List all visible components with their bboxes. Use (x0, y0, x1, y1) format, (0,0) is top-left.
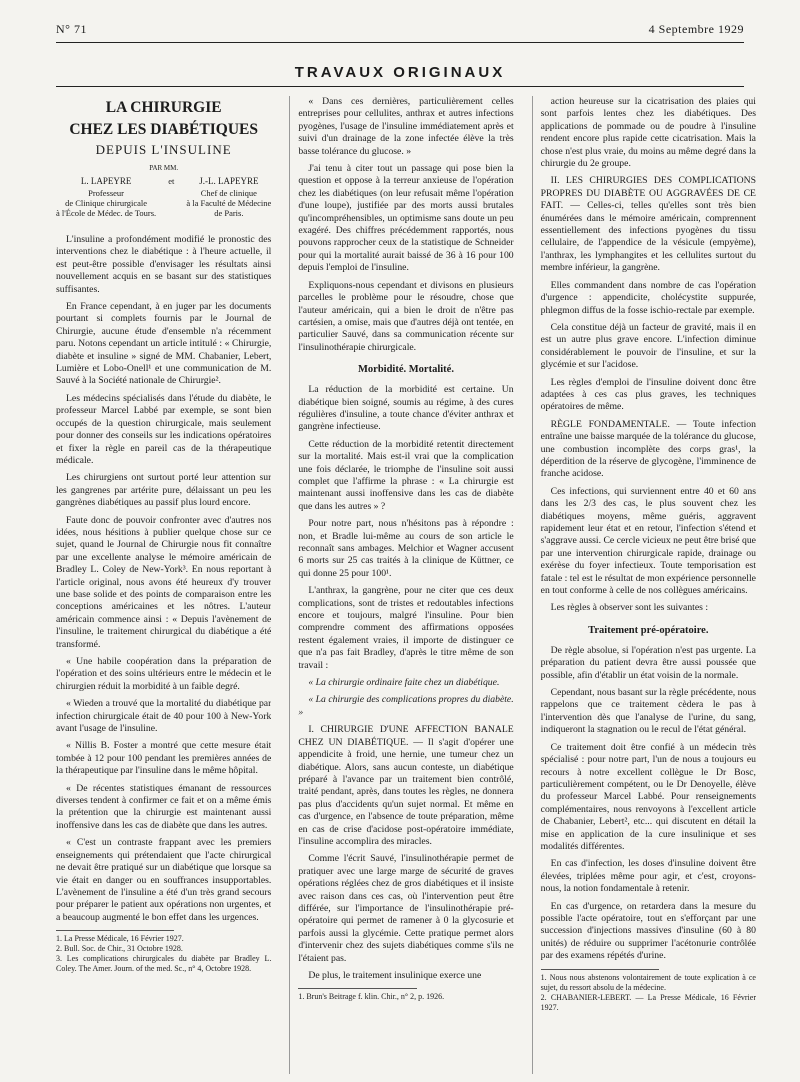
issue-date: 4 Septembre 1929 (648, 22, 744, 36)
paragraph: RÈGLE FONDAMENTALE. — Toute infection entraîne une baisse marquée de la tolérance du glucose, une combustion incomplète des corps gras¹, la déperdition de la réserve de glycogène, l'imminence de franche acidose. (540, 418, 756, 480)
paragraph: Les chirurgiens ont surtout porté leur attention sur les gangrenes par artérite pure, délaissant un peu les gangrènes diabétiques au passif plus lourd encore. (56, 472, 272, 509)
footnote: 1. Brun's Beitrage f. klin. Chir., n° 2, p. 1926. (298, 992, 445, 1002)
footnote-rule (298, 988, 416, 989)
paragraph: Faute donc de pouvoir confronter avec d'autres nos idées, nous hésitions à publier quelque chose sur ce sujet, quand le Journal de Chirurgie nous fit connaître par une excellente analyse le mémoire américain de Bradley L. Coley de New-York³. En nous reportant à l'article original, nous avons été heureux d'y trouver une base solide et des points de comparaison entre les conceptions américaines et les nôtres. L'auteur américain commence ainsi : « Depuis l'avènement de l'insuline, le traitement chirurgical du diabétique a été transformé. (56, 514, 272, 650)
author-1 (56, 176, 156, 218)
section-banner: TRAVAUX ORIGINAUX (294, 64, 506, 81)
paragraph: « Nillis B. Foster a montré que cette mesure était tombée à 12 pour 100 pendant les premières années de la thérapeutique par l'insuline dans le même hôpital. (56, 740, 272, 777)
author-1-role: Professeur (88, 188, 125, 198)
footnote-rule (56, 930, 174, 931)
author-2-name: J.-L. LAPEYRE (199, 176, 259, 186)
paragraph: Les règles d'emploi de l'insuline doivent donc être adaptées à ces cas plus graves, les techniques opératoires de même. (540, 376, 756, 413)
author-1-role: de Clinique chirurgicale (65, 198, 148, 208)
author-2 (186, 176, 271, 218)
paragraph: « Une habile coopération dans la préparation de l'opération et des soins ultérieurs entre le médecin et le chirurgien réduit la morbidité à un faible degré. (56, 656, 272, 692)
author-block (56, 176, 271, 218)
author-1-role: à l'École de Médec. de Tours. (56, 208, 157, 218)
section-heading-morbidite: Morbidité. Mortalité. (358, 364, 454, 376)
paragraph: Les règles à observer sont les suivantes : (550, 602, 709, 614)
article-subtitle: DEPUIS L'INSULINE (95, 142, 232, 157)
paragraph: Cela constitue déjà un facteur de gravité, mais il en est un autre plus grave encore. L'infection diminue considérablement le pouvoir de l'insuline, et sur la glycémie et sur l'acidose. (540, 321, 756, 371)
article-title-line-1: LA CHIRURGIE (105, 99, 222, 116)
column-3-footnotes (541, 969, 756, 1013)
running-head (56, 22, 744, 37)
paragraph: Elles commandent dans nombre de cas l'opération d'urgence : appendicite, cholécystite suppurée, phlegmon diffus de la fosse ischio-rectale par exemple. (540, 279, 756, 316)
paragraph: Ce traitement doit être confié à un médecin très spécialisé : pour notre part, l'un de nous a toujours eu recours à notre excellent collègue le Dr Bosc, particulièrement compétent, ou le Dr Denoyelle, élève du professeur Marcel Labbé. Pour renseignements complémentaires, nous renvoyons à l'excellent article de Chabanier, Lebert², etc... qui discutent en détail la mise en application de la cure insulinique et ses modalités différentes. (540, 741, 756, 852)
author-2-role: Chef de clinique (200, 188, 257, 198)
footnote: 2. CHABANIER-LEBERT. — La Presse Médicale, 16 Février 1927. (540, 992, 756, 1012)
text-columns (56, 96, 756, 1074)
paragraph: Cependant, nous basant sur la règle précédente, nous rappelons que ce traitement cèdera le pas à l'intervention dès que l'analyse de l'urine, du sang, indiqueront la stagnation ou le recul de l'état général. (540, 687, 756, 736)
paragraph: II. LES CHIRURGIES DES COMPLICATIONS PROPRES DU DIABÈTE OU AGGRAVÉES DE CE FAIT. — Celles-ci, telles qu'elles sont très bien énumérées dans le mémoire américain, comprennent essentiellement des infections pyogènes du tissu cellulaire, de l'appendice de la vésicule (empyème), l'anthrax, les lymphangites et les cellulites surtout du membre inférieur, la gangrène. (540, 175, 756, 274)
paragraph: J'ai tenu à citer tout un passage qui pose bien la question et oppose à la terreur anxieuse de l'opération chez les diabétiques (on leur refusait même l'opération d'une loupe), justifiée par des morts aussi brutales qu'incompréhensibles, un optimisme sans doute un peu exagéré. Des chiffres précédemment rapportés, nous pouvons rapprocher ceux de la statistique de Schneider pour qui la mortalité aurait baissé de 36 à 16 pour 100 depuis l'emploi de l'insuline. (298, 163, 514, 274)
paragraph: Expliquons-nous cependant et divisons en plusieurs parcelles le problème pour le résoudre, chose que l'auteur américain, qui a bien le droit de n'être pas cartésien, a omise, mais que d'autres déjà ont tentée, en particulier Sauvé, dans sa communication récente sur l'insulinothérapie chirurgicale. (298, 279, 514, 353)
banner-rule (56, 86, 744, 87)
issue-number: N° 71 (56, 22, 87, 36)
column-2-footnotes (298, 988, 513, 1002)
author-2-role: de Paris. (214, 208, 244, 218)
paragraph: Cette réduction de la morbidité retentit directement sur la mortalité. Mais est-il vrai que la complication une fois déclarée, le triomphe de l'insuline soit aussi complet que l'affirme la phrase : « La chirurgie est maintenant aussi inoffensive dans les cas de diabète que dans les autres » ? (298, 438, 514, 512)
paragraph: Les médecins spécialisés dans l'étude du diabète, le professeur Marcel Labbé par exemple, se sont bien occupés de la question chirurgicale, mais seulement pour donner des conseils sur les indications opératoires et fixer la règle en pareil cas de la thérapeutique médicale. (56, 392, 272, 466)
paragraph: action heureuse sur la cicatrisation des plaies qui sont parfois lentes chez les diabétiques. Des applications de pommade ou de poudre à l'insuline rendent encore plus rapide cette cicatrisation. Mais la chose n'est plus vraie, du moins au même degré dans la chirurgie du 2e groupe. (540, 96, 756, 170)
paragraph: De règle absolue, si l'opération n'est pas urgente. La préparation du patient devra être aussi poussée que possible, afin d'établir un état voisin de la normale. (540, 644, 756, 681)
author-1-name: L. LAPEYRE (80, 176, 132, 186)
paragraph: « De récentes statistiques émanant de ressources diverses tendent à confirmer ce fait et on a même émis la prétention que la chirurgie est maintenant aussi inoffensive dans les cas de diabète que dans les autres. (56, 782, 272, 831)
footnote: 1. La Presse Médicale, 16 Février 1927. (56, 934, 184, 944)
paragraph: L'insuline a profondément modifié le pronostic des interventions chez le diabétique : à l'heure actuelle, il est peut-être possible d'envisager les résultats ainsi nouvellement acquis en se basant sur des statistiques suffisantes. (56, 234, 272, 295)
author-conjunction: et (168, 176, 175, 186)
header-rule (56, 42, 744, 43)
column-2 (289, 96, 513, 1074)
column-3 (532, 96, 756, 1074)
footnote: 1. Nous nous abstenons volontairement de toute explication à ce sujet, du ressort absolu de la médecine. (540, 972, 756, 992)
paragraph: De plus, le traitement insulinique exerce une (308, 970, 482, 981)
paragraph: Ces infections, qui surviennent entre 40 et 60 ans dans les 2/3 des cas, le plus souvent chez les diabétiques moyens, même guéris, aggravent rapidement leur état et en retour, l'infection s'étend et s'aggrave aussi. Ce cercle vicieux ne peut être brisé que par une intervention chirurgicale rapide, drainage ou exérèse du foyer infectieux. Toute temporisation est fatale : tel est le résultat de mon expérience personnelle en tout conforme à celle de nos collègues américains. (540, 485, 756, 597)
paragraph: Pour notre part, nous n'hésitons pas à répondre : non, et Bradle lui-même au cours de son article le reconnaît sans ambages. Melchior et Wagner accusent 6 morts sur 25 cas traités à la clinique de Küttner, ce qui donne 25 pour 100¹. (298, 518, 514, 579)
section-heading-traitement: Traitement pré-opératoire. (588, 624, 709, 636)
author-2-role: à la Faculté de Médecine (186, 198, 272, 208)
column-1 (56, 96, 271, 1074)
quote-italic: « La chirurgie ordinaire faite chez un diabétique. (308, 677, 500, 689)
paragraph: En cas d'urgence, on retardera dans la mesure du possible l'acte opératoire, tout en s'efforçant par une succession d'injections massives d'insuline (60 à 80 unités) de réduire ou supprimer l'acétonurie contrôlée par des examens répétés d'urine. (540, 900, 756, 962)
paragraph: « Wieden a trouvé que la mortalité du diabétique par infection chirurgicale était de 40 pour 100 à New-York avant l'usage de l'insuline. (56, 698, 272, 735)
footnote-rule (541, 969, 659, 970)
paragraph: I. CHIRURGIE D'UNE AFFECTION BANALE CHEZ UN DIABÉTIQUE. — Il s'agit d'opérer une appendicite à froid, une hernie, une tumeur chez un diabétique. Alors, sans aucun conteste, un diabétique préparé à l'avance par un traitement bien contrôlé, traité pendant, après, dans toutes les règles, ne donnera pas plus d'accidents qu'un sujet normal. Et même en cas d'urgence, en l'absence de toute préparation, même en cas de crise d'acidose post-opératoire immédiate, l'insuline accomplira des miracles. (298, 724, 514, 847)
footnote: 2. Bull. Soc. de Chir., 31 Octobre 1928. (56, 944, 183, 954)
paragraph: En cas d'infection, les doses d'insuline doivent être élevées, triplées même pour agir, et c'est, croyons-nous, la notion fondamentale à retenir. (540, 858, 756, 895)
paragraph: « C'est un contraste frappant avec les premiers enseignements qui prétendaient que l'acte chirurgical ne devait être pratiqué sur un diabétique que lorsque sa vie était en danger ou en souffrances insupportables. L'avènement de l'insuline a été d'un très grand secours pour préparer le patient aux opérations non urgentes, et a beaucoup augmenté le bon effet dans les urgences. (56, 837, 272, 923)
paragraph: L'anthrax, la gangrène, pour ne citer que ces deux complications, sont de tristes et redoutables infections encore et toujours, malgré l'insuline. Pour bien comprendre comment des affirmations opposées restent également vraies, il importe de distinguer ce que n'a pas fait Bradley, d'après le titre même de son travail : (298, 585, 514, 671)
byline-par-mm: PAR MM. (149, 164, 179, 172)
column-1-body (56, 234, 271, 924)
paragraph: « Dans ces dernières, particulièrement celles entreprises pour cellulites, anthrax et autres infections pyogènes, l'usage de l'insuline immédiatement après et suivi d'un drainage de la zone infectée élève la très basse tolérance du glucose. » (298, 96, 514, 157)
column-1-footnotes (56, 930, 271, 974)
article-title-line-2: CHEZ LES DIABÉTIQUES (69, 121, 258, 138)
footnote: 3. Les complications chirurgicales du diabète par Bradley L. Coley. The Amer. Journ. of the med. Sc., n° 4, Octobre 1928. (56, 954, 272, 974)
paragraph: En France cependant, à en juger par les documents pourtant si complets fournis par le Journal de Chirurgie, aucune étude d'ensemble n'a récemment paru. Notons cependant un article intitulé : « Chirurgie, diabète et insuline » signé de MM. Chabanier, Lebert, Lumière et Lobo-Onell¹ et une communication de M. Sauvé à la Société nationale de Chirurgie². (56, 301, 272, 387)
paragraph: Comme l'écrit Sauvé, l'insulinothérapie permet de pratiquer avec une large marge de sécurité de graves opérations réglées chez de gros diabétiques et il insiste avec raison dans ces cas, où l'intervention peut être différée, sur l'importance de l'insulinothérapie pré-opératoire qui permet de ramener à 0 la glycosurie et parfois aussi la glycémie. Cette pratique permet alors d'intervenir chez des sujets diabétiques comme s'ils ne l'étaient pas. (298, 853, 514, 964)
paragraph: La réduction de la morbidité est certaine. Un diabétique bien soigné, soumis au régime, à des cures régulières d'insuline, a toute chance d'éviter anthrax et gangrène infectieuse. (298, 384, 514, 433)
quote-italic: « La chirurgie des complications propres du diabète. » (298, 694, 514, 718)
